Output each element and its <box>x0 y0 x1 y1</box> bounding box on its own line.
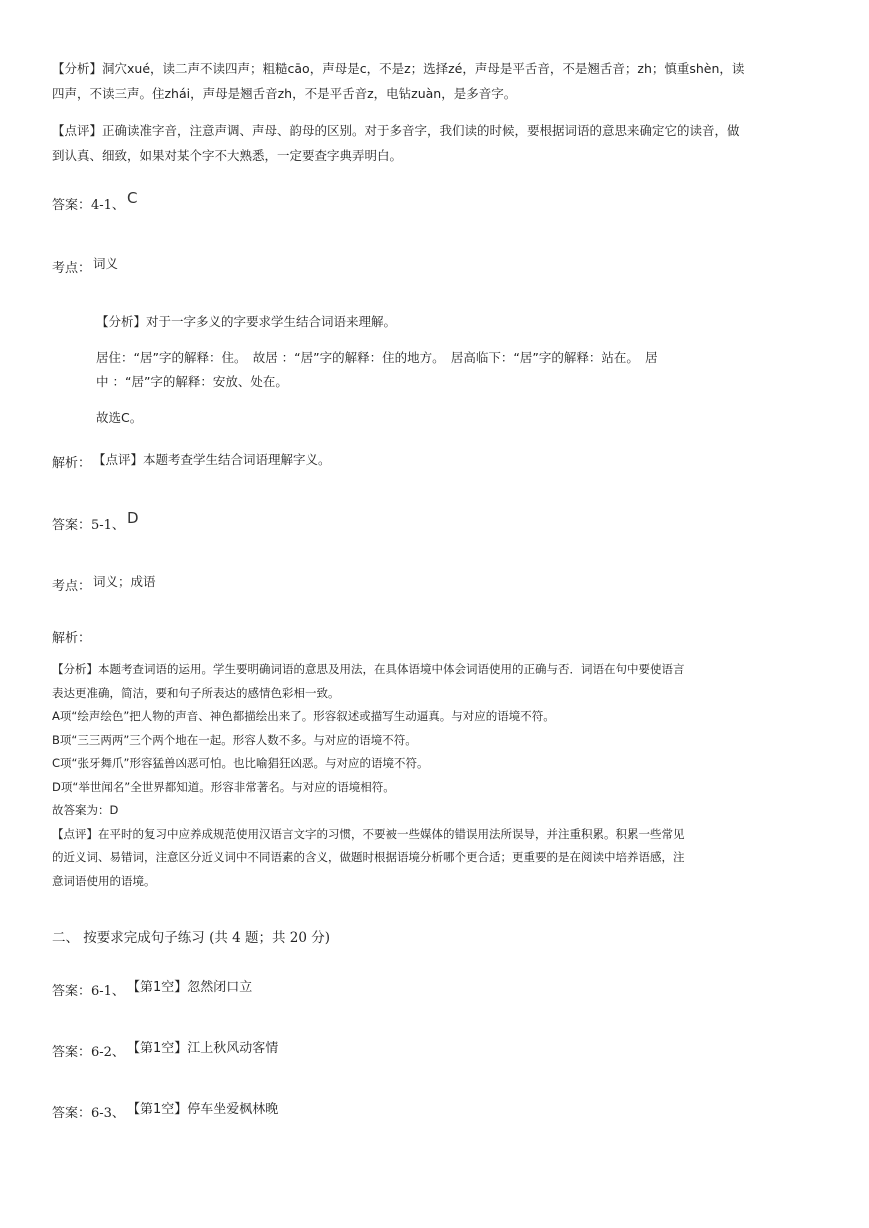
q4-comment: 【点评】本题考查学生结合词语理解字义。 <box>93 452 331 467</box>
answer-6-1 <box>52 980 252 1001</box>
q5-line: A项“绘声绘色”把人物的声音、神色都描绘出来了。形容叙述或描写生动逼真。与对应的语境不符。 <box>52 709 555 723</box>
answer-value: D <box>126 509 139 527</box>
q5-line: 意词语使用的语境。 <box>52 873 156 888</box>
top-analysis-line2: 四声，不读三声。住zhái，声母是翘舌音zh，不是平舌音z，电钻zuàn，是多音字。 <box>52 86 517 101</box>
top-analysis <box>52 56 822 106</box>
answer-6-2 <box>52 1041 278 1062</box>
point-5 <box>52 575 156 595</box>
answer-value: C <box>126 189 138 207</box>
point-label: 考点： <box>52 579 92 594</box>
answer-label: 答案：4-1、 <box>52 198 125 213</box>
q4-analysis <box>96 310 816 430</box>
section-2-heading: 二、 按要求完成句子练习 (共 4 题；共 20 分) <box>52 930 331 946</box>
answer-5-1 <box>52 509 139 533</box>
q4-analysis-title: 【分析】对于一字多义的字要求学生结合词语来理解。 <box>96 314 397 329</box>
q5-line: 的近义词、易错词，注意区分近义词中不同语素的含义，做题时根据语境分析哪个更合适；更重要的是在阅读中培养语感，注 <box>52 850 685 864</box>
q5-analysis <box>52 658 827 893</box>
q5-line: 【分析】本题考查词语的运用。学生要明确词语的意思及用法，在具体语境中体会词语使用的正确与否．词语在句中要使语言 <box>52 662 685 676</box>
q5-line: D项“举世闻名”全世界都知道。形容非常著名。与对应的语境相符。 <box>52 779 395 794</box>
q5-line: 【点评】在平时的复习中应养成规范使用汉语言文字的习惯，不要被一些媒体的错误用法所误导，并注重积累。积累一些常见 <box>52 826 685 841</box>
top-comment <box>52 118 822 168</box>
q5-line: B项“三三两两”三个两个地在一起。形容人数不多。与对应的语境不符。 <box>52 732 417 747</box>
q5-line: C项“张牙舞爪”形容猛兽凶恶可怕。也比喻猖狂凶恶。与对应的语境不符。 <box>52 756 429 770</box>
q5-line: 故答案为：D <box>52 803 119 817</box>
point-value: 词义 <box>93 256 119 271</box>
answer-label: 答案：6-3、 <box>52 1106 125 1121</box>
answer-label: 答案：5-1、 <box>52 518 125 533</box>
q4-analysis-conclusion: 故选C。 <box>96 410 143 425</box>
top-comment-line2: 到认真、细致，如果对某个字不大熟悉，一定要查字典弄明白。 <box>52 148 403 163</box>
jiexi-label: 解析： <box>52 456 92 471</box>
answer-label: 答案：6-2、 <box>52 1045 125 1060</box>
top-comment-line1: 【点评】正确读准字音，注意声调、声母、韵母的区别。对于多音字，我们读的时候，要根据词语的意思来确定它的读音，做 <box>52 123 740 138</box>
answer-value: 【第1空】江上秋风动客情 <box>126 1041 279 1056</box>
point-label: 考点： <box>52 261 92 276</box>
answer-value: 【第1空】忽然闭口立 <box>126 980 253 995</box>
answer-label: 答案：6-1、 <box>52 984 125 999</box>
answer-6-3 <box>52 1102 278 1123</box>
q4-analysis-line1: 居住：“居”字的解释：住。 故居 ：“居”字的解释：住的地方。 居高临下：“居”字的解释：站在。 居 <box>96 350 658 365</box>
point-value: 词义；成语 <box>93 574 156 589</box>
q4-jiexi <box>52 452 331 472</box>
q5-line: 表达更准确，简洁，要和句子所表达的感情色彩相一致。 <box>52 685 340 700</box>
top-analysis-line1: 【分析】洞穴xué，读二声不读四声；粗糙cāo，声母是c，不是z；选择zé，声母是平舌音，不是翘舌音；zh；慎重shèn，读 <box>52 61 745 76</box>
q4-analysis-line2: 中 ：“居”字的解释：安放、处在。 <box>96 374 288 389</box>
q5-jiexi-label: 解析： <box>52 631 92 646</box>
answer-value: 【第1空】停车坐爱枫林晚 <box>126 1102 279 1117</box>
point-4 <box>52 257 118 277</box>
answer-4-1 <box>52 189 138 213</box>
